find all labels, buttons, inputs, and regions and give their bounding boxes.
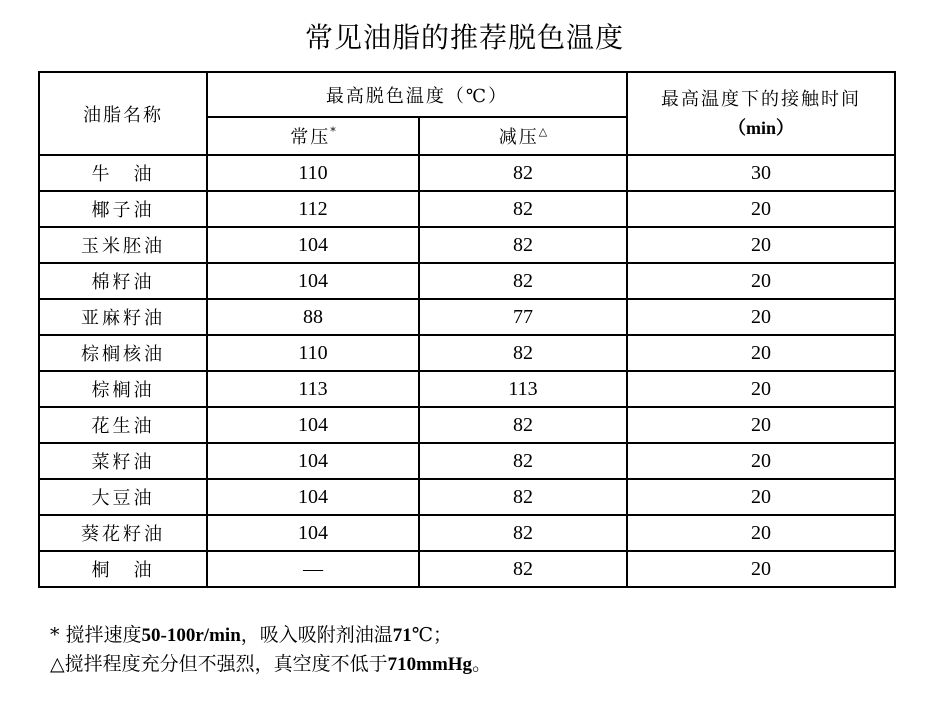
table-row bbox=[39, 407, 895, 443]
table-row bbox=[39, 155, 895, 191]
header-reduced-pressure-label: 减压 bbox=[498, 127, 539, 148]
table-row bbox=[39, 443, 895, 479]
contact-time-cell: 20 bbox=[627, 335, 895, 371]
contact-time-cell: 20 bbox=[627, 227, 895, 263]
header-max-temp: 最高脱色温度（℃） bbox=[207, 72, 627, 117]
normal-pressure-temp-cell: 104 bbox=[207, 515, 419, 551]
contact-time-cell: 20 bbox=[627, 551, 895, 587]
table-row bbox=[39, 299, 895, 335]
table-row bbox=[39, 371, 895, 407]
footnotes bbox=[50, 621, 491, 679]
oil-name-cell: 棉籽油 bbox=[39, 263, 207, 299]
contact-time-cell: 20 bbox=[627, 299, 895, 335]
oil-name-cell: 葵花籽油 bbox=[39, 515, 207, 551]
normal-pressure-temp-cell: 113 bbox=[207, 371, 419, 407]
reduced-pressure-temp-cell: 82 bbox=[419, 407, 627, 443]
normal-pressure-temp-cell: 104 bbox=[207, 479, 419, 515]
contact-time-cell: 20 bbox=[627, 263, 895, 299]
reduced-pressure-temp-cell: 82 bbox=[419, 551, 627, 587]
contact-time-cell: 20 bbox=[627, 407, 895, 443]
triangle-mark: △ bbox=[538, 125, 548, 138]
header-reduced-pressure bbox=[419, 117, 627, 155]
table-row bbox=[39, 227, 895, 263]
reduced-pressure-temp-cell: 82 bbox=[419, 335, 627, 371]
normal-pressure-temp-cell: 112 bbox=[207, 191, 419, 227]
header-contact-time-label: 最高温度下的接触时间 bbox=[661, 88, 862, 110]
oil-name-cell: 椰子油 bbox=[39, 191, 207, 227]
oil-name-cell: 大豆油 bbox=[39, 479, 207, 515]
oil-name-cell: 棕榈油 bbox=[39, 371, 207, 407]
table-row bbox=[39, 335, 895, 371]
footnote-1-speed: 50-100r/min bbox=[141, 625, 241, 646]
footnote-1-text: * 搅拌速度 bbox=[50, 624, 142, 646]
oil-name-cell: 玉米胚油 bbox=[39, 227, 207, 263]
contact-time-cell: 30 bbox=[627, 155, 895, 191]
page-title: 常见油脂的推荐脱色温度 bbox=[304, 21, 624, 54]
footnote-1-suffix: ℃； bbox=[411, 624, 453, 646]
oil-name-cell: 棕榈核油 bbox=[39, 335, 207, 371]
table-row bbox=[39, 515, 895, 551]
reduced-pressure-temp-cell: 82 bbox=[419, 263, 627, 299]
decolorization-table bbox=[38, 71, 896, 588]
oil-name-cell: 亚麻籽油 bbox=[39, 299, 207, 335]
footnote-2-text: △搅拌程度充分但不强烈，真空度不低于 bbox=[50, 653, 388, 675]
oil-name-cell: 牛 油 bbox=[39, 155, 207, 191]
contact-time-cell: 20 bbox=[627, 371, 895, 407]
footnote-2-vacuum: 710mmHg bbox=[387, 654, 473, 675]
reduced-pressure-temp-cell: 82 bbox=[419, 155, 627, 191]
header-oil-name: 油脂名称 bbox=[39, 72, 207, 155]
reduced-pressure-temp-cell: 82 bbox=[419, 443, 627, 479]
contact-time-cell: 20 bbox=[627, 191, 895, 227]
normal-pressure-temp-cell: — bbox=[207, 551, 419, 587]
table-body bbox=[39, 155, 895, 587]
oil-name-cell: 菜籽油 bbox=[39, 443, 207, 479]
normal-pressure-temp-cell: 104 bbox=[207, 263, 419, 299]
footnote-2-suffix: 。 bbox=[472, 653, 492, 675]
normal-pressure-temp-cell: 110 bbox=[207, 335, 419, 371]
reduced-pressure-temp-cell: 82 bbox=[419, 191, 627, 227]
normal-pressure-temp-cell: 110 bbox=[207, 155, 419, 191]
reduced-pressure-temp-cell: 77 bbox=[419, 299, 627, 335]
contact-time-cell: 20 bbox=[627, 479, 895, 515]
normal-pressure-temp-cell: 104 bbox=[207, 443, 419, 479]
footnote-vacuum bbox=[50, 650, 491, 679]
reduced-pressure-temp-cell: 113 bbox=[419, 371, 627, 407]
header-normal-pressure-label: 常压 bbox=[290, 127, 331, 148]
reduced-pressure-temp-cell: 82 bbox=[419, 515, 627, 551]
header-contact-time-unit: （min） bbox=[728, 117, 795, 138]
table-row bbox=[39, 263, 895, 299]
header-contact-time bbox=[627, 72, 895, 155]
footnote-1-mid: ，吸入吸附剂油温 bbox=[240, 624, 393, 646]
oil-name-cell: 花生油 bbox=[39, 407, 207, 443]
reduced-pressure-temp-cell: 82 bbox=[419, 227, 627, 263]
table-row bbox=[39, 191, 895, 227]
footnote-stirring-speed bbox=[50, 621, 491, 650]
oil-name-cell: 桐 油 bbox=[39, 551, 207, 587]
normal-pressure-temp-cell: 88 bbox=[207, 299, 419, 335]
header-normal-pressure bbox=[207, 117, 419, 155]
table-row bbox=[39, 551, 895, 587]
asterisk-mark: * bbox=[330, 125, 336, 138]
normal-pressure-temp-cell: 104 bbox=[207, 227, 419, 263]
reduced-pressure-temp-cell: 82 bbox=[419, 479, 627, 515]
contact-time-cell: 20 bbox=[627, 443, 895, 479]
table-row bbox=[39, 479, 895, 515]
contact-time-cell: 20 bbox=[627, 515, 895, 551]
footnote-1-temp: 71 bbox=[392, 625, 412, 646]
normal-pressure-temp-cell: 104 bbox=[207, 407, 419, 443]
